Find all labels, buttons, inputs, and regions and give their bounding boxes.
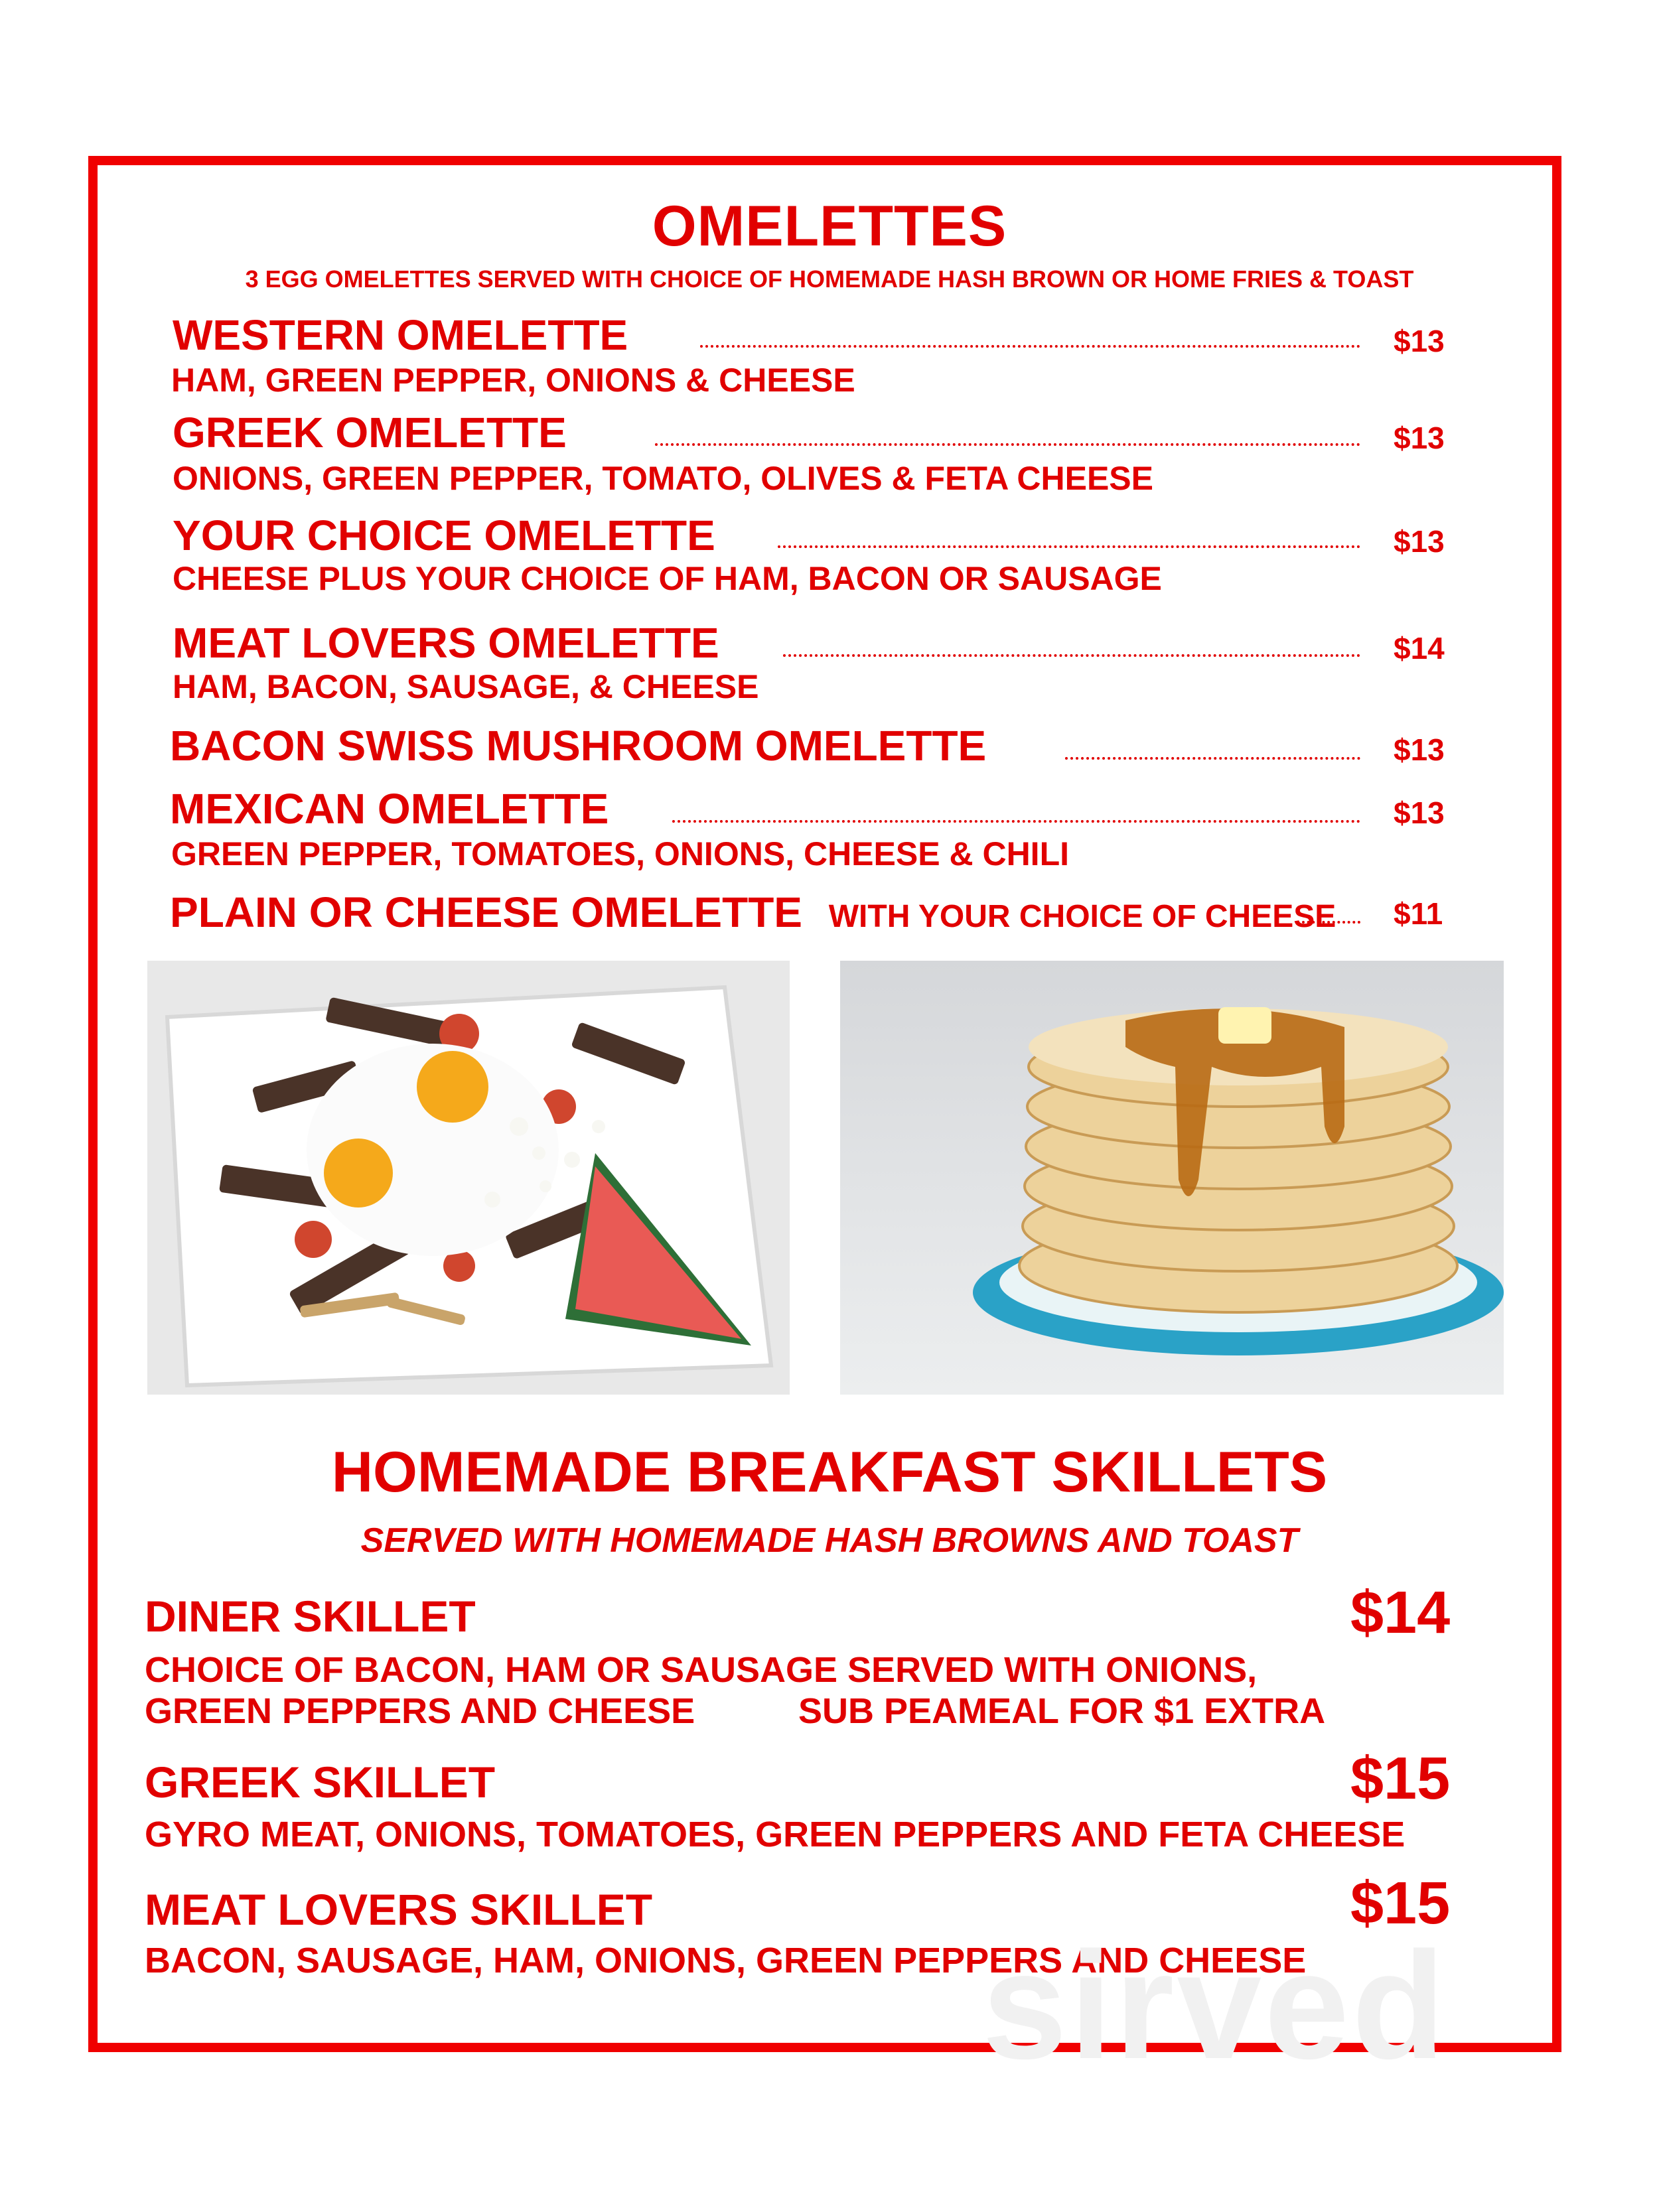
omelettes-title: OMELETTES [652, 194, 1007, 258]
dot-leader [1302, 921, 1360, 924]
food-photo-skillet [147, 961, 790, 1395]
menu-item-description: HAM, BACON, SAUSAGE, & CHEESE [173, 668, 759, 705]
dot-leader [778, 545, 1360, 548]
menu-item-description: CHEESE PLUS YOUR CHOICE OF HAM, BACON OR SAUSAGE [173, 560, 1162, 597]
dot-leader [1065, 757, 1360, 760]
menu-item-name: YOUR CHOICE OMELETTE [173, 512, 715, 559]
menu-item-price: $13 [1394, 795, 1445, 830]
dot-leader [672, 820, 1360, 823]
skillet-price: $15 [1350, 1746, 1451, 1812]
food-photo-pancakes [840, 961, 1504, 1395]
menu-item-price: $13 [1394, 524, 1445, 559]
menu-item-name-text: PLAIN OR CHEESE OMELETTE [170, 888, 802, 936]
omelettes-subtitle: 3 EGG OMELETTES SERVED WITH CHOICE OF HOMEMADE HASH BROWN OR HOME FRIES & TOAST [245, 265, 1414, 293]
dot-leader [700, 345, 1360, 348]
menu-item-name [170, 888, 1336, 937]
menu-item-name: MEAT LOVERS OMELETTE [173, 619, 719, 667]
skillets-title: HOMEMADE BREAKFAST SKILLETS [331, 1440, 1328, 1504]
skillet-price: $14 [1350, 1580, 1451, 1646]
skillet-note: SUB PEAMEAL FOR $1 EXTRA [798, 1691, 1326, 1731]
menu-item-name: GREEK OMELETTE [173, 409, 567, 456]
skillet-price: $15 [1350, 1870, 1451, 1937]
skillet-name: GREEK SKILLET [145, 1758, 496, 1807]
skillet-description: GYRO MEAT, ONIONS, TOMATOES, GREEN PEPPERS AND FETA CHEESE [145, 1815, 1406, 1854]
menu-item-name: WESTERN OMELETTE [173, 311, 628, 359]
menu-item-price: $11 [1394, 896, 1443, 931]
menu-item-description: HAM, GREEN PEPPER, ONIONS & CHEESE [171, 362, 855, 399]
dot-leader [655, 443, 1360, 446]
menu-item-description: ONIONS, GREEN PEPPER, TOMATO, OLIVES & FETA CHEESE [173, 460, 1154, 497]
menu-item-price: $13 [1394, 324, 1445, 358]
menu-item-extra: WITH YOUR CHOICE OF CHEESE [828, 899, 1336, 934]
skillet-name: MEAT LOVERS SKILLET [145, 1885, 653, 1934]
dot-leader [783, 654, 1360, 657]
menu-item-name: MEXICAN OMELETTE [170, 785, 609, 833]
skillet-description: CHOICE OF BACON, HAM OR SAUSAGE SERVED WITH ONIONS, [145, 1650, 1258, 1690]
menu-item-price: $14 [1394, 631, 1445, 665]
skillets-subtitle: SERVED WITH HOMEMADE HASH BROWNS AND TOAST [360, 1521, 1299, 1560]
skillet-name: DINER SKILLET [145, 1592, 476, 1641]
menu-item-price: $13 [1394, 421, 1445, 455]
menu-item-name: BACON SWISS MUSHROOM OMELETTE [170, 722, 987, 770]
watermark-logo: sirved [982, 1920, 1448, 2091]
menu-item-description: GREEN PEPPER, TOMATOES, ONIONS, CHEESE & CHILI [171, 835, 1070, 872]
skillet-description: GREEN PEPPERS AND CHEESE [145, 1691, 695, 1731]
menu-item-price: $13 [1394, 732, 1445, 767]
skillet-description: BACON, SAUSAGE, HAM, ONIONS, GREEN PEPPERS AND CHEESE [145, 1941, 1307, 1980]
